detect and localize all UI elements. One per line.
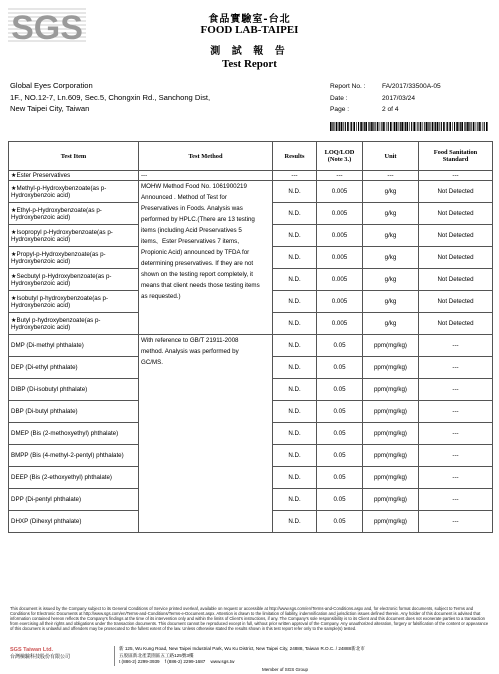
- barcode-bar: [373, 122, 374, 131]
- barcode-bar: [360, 122, 362, 131]
- standard-cell: ---: [419, 423, 493, 445]
- loq-cell: 0.005: [317, 225, 363, 247]
- loq-cell: 0.05: [317, 445, 363, 467]
- report-title-zh: 測 試 報 告: [210, 46, 289, 57]
- test-item-cell: ★Ethyl-p-Hydroxybenzoate(as p-Hydroxybenzoic acid): [9, 203, 139, 225]
- barcode-bar: [333, 122, 334, 131]
- client-name: Global Eyes Corporation: [10, 81, 93, 90]
- barcode-bar: [394, 122, 395, 131]
- report-no-value: FA/2017/33500A-05: [382, 83, 441, 90]
- unit-cell: g/kg: [363, 291, 419, 313]
- test-method-line: shown on the testing report completely, it: [141, 271, 254, 278]
- barcode-bar: [400, 122, 401, 131]
- barcode-bar: [380, 122, 381, 131]
- barcode-bar: [417, 122, 418, 131]
- test-method-line: as requested.): [141, 293, 181, 300]
- barcode-bar: [443, 122, 445, 131]
- page-label: Page :: [330, 106, 350, 114]
- company-name-en: SGS Taiwan Ltd.: [10, 647, 53, 653]
- footer-contact: [114, 646, 369, 666]
- result-cell: N.D.: [273, 357, 317, 379]
- result-cell: N.D.: [273, 181, 317, 203]
- barcode-bar: [429, 122, 430, 131]
- test-method-cell: [139, 335, 273, 533]
- test-item-cell: DMP (Di-methyl phthalate): [9, 335, 139, 357]
- barcode-bar: [401, 122, 403, 131]
- barcode-bar: [358, 122, 359, 131]
- barcode-bar: [375, 122, 376, 131]
- test-method-line: Announced . Method of Test for: [141, 194, 227, 201]
- result-cell: N.D.: [273, 203, 317, 225]
- test-item-cell: ★Secbutyl p-Hydroxybenzoate(as p-Hydroxybenzoic acid): [9, 269, 139, 291]
- barcode-bar: [411, 122, 412, 131]
- result-cell: N.D.: [273, 401, 317, 423]
- barcode-bar: [356, 122, 357, 131]
- barcode-bar: [341, 122, 343, 131]
- date-value: 2017/03/24: [382, 94, 416, 102]
- standard-cell: ---: [419, 171, 493, 181]
- unit-cell: ppm(mg/kg): [363, 511, 419, 533]
- footer-tel: t (886-2) 2299-3939: [119, 659, 160, 664]
- footer-address: 新 125, Wu Kung Road, New Taipei Industrial Park, Wu Ku District, New Taipei City, 24888, Taiwan R.O.C. / 24888新北市五股區新北產業園區五工路125號3樓: [119, 646, 365, 658]
- result-cell: N.D.: [273, 511, 317, 533]
- barcode-bar: [332, 122, 333, 131]
- barcode: [330, 118, 490, 127]
- barcode-bar: [476, 122, 477, 131]
- loq-cell: ---: [317, 171, 363, 181]
- standard-cell: Not Detected: [419, 291, 493, 313]
- unit-cell: g/kg: [363, 269, 419, 291]
- unit-cell: ppm(mg/kg): [363, 401, 419, 423]
- loq-cell: 0.05: [317, 423, 363, 445]
- test-method-line: Propionic Acid) announced by TFDA for: [141, 249, 250, 256]
- barcode-bar: [364, 122, 365, 131]
- unit-cell: ---: [363, 171, 419, 181]
- barcode-bar: [459, 122, 460, 131]
- result-cell: N.D.: [273, 225, 317, 247]
- loq-cell: 0.005: [317, 203, 363, 225]
- standard-cell: Not Detected: [419, 269, 493, 291]
- barcode-bar: [351, 122, 352, 131]
- barcode-bar: [353, 122, 355, 131]
- barcode-bar: [464, 122, 465, 131]
- unit-cell: g/kg: [363, 313, 419, 335]
- barcode-bar: [338, 122, 339, 131]
- test-method-line: performed by HPLC.(There are 13 testing: [141, 216, 255, 223]
- test-method-line: method. Analysis was performed by: [141, 348, 239, 355]
- barcode-bar: [434, 122, 435, 131]
- barcode-bar: [461, 122, 463, 131]
- barcode-bar: [449, 122, 451, 131]
- standard-cell: ---: [419, 489, 493, 511]
- test-item-cell: DEP (Di-ethyl phthalate): [9, 357, 139, 379]
- result-cell: N.D.: [273, 291, 317, 313]
- standard-cell: ---: [419, 467, 493, 489]
- standard-cell: Not Detected: [419, 313, 493, 335]
- loq-cell: 0.05: [317, 335, 363, 357]
- test-item-cell: BMPP (Bis (4-methyl-2-pentyl) phthalate): [9, 445, 139, 467]
- unit-cell: g/kg: [363, 203, 419, 225]
- test-item-cell: ★Isobutyl p-hydroxybenzoate(as p-Hydroxybenzoic acid): [9, 291, 139, 313]
- report-title-en: Test Report: [222, 58, 277, 70]
- test-item-cell: ★Methyl-p-Hydroxybenzoate(as p-Hydroxybenzoic acid): [9, 181, 139, 203]
- client-block: [10, 80, 210, 115]
- barcode-bar: [365, 122, 367, 131]
- barcode-bar: [439, 122, 440, 131]
- barcode-bar: [465, 122, 466, 131]
- barcode-bar: [405, 122, 406, 131]
- footer-web[interactable]: www.sgs.tw: [210, 659, 235, 664]
- loq-cell: 0.005: [317, 247, 363, 269]
- loq-cell: 0.05: [317, 401, 363, 423]
- unit-cell: g/kg: [363, 181, 419, 203]
- barcode-bar: [456, 122, 458, 131]
- test-item-cell: DBP (Di-butyl phthalate): [9, 401, 139, 423]
- test-item-cell: ★Ester Preservatives: [9, 171, 139, 181]
- standard-cell: ---: [419, 335, 493, 357]
- standard-cell: ---: [419, 511, 493, 533]
- date-label: Date :: [330, 94, 348, 102]
- barcode-bar: [452, 122, 453, 131]
- barcode-bar: [369, 122, 370, 131]
- header-test-item: Test Item: [9, 142, 139, 171]
- barcode-bar: [396, 122, 398, 131]
- header-food-sanitation-standard: Food Sanitation Standard: [419, 142, 493, 171]
- result-cell: N.D.: [273, 423, 317, 445]
- barcode-bar: [377, 122, 379, 131]
- barcode-bar: [486, 122, 488, 131]
- barcode-bar: [343, 122, 344, 131]
- loq-cell: 0.005: [317, 181, 363, 203]
- barcode-bar: [413, 122, 415, 131]
- barcode-bar: [339, 122, 340, 131]
- test-method-line: items、Ester Preservatives 7 items、: [141, 238, 244, 245]
- test-method-line: determining preservatives. If they are not: [141, 260, 254, 267]
- report-info: [330, 81, 441, 116]
- test-item-cell: DMEP (Bis (2-methoxyethyl) phthalate): [9, 423, 139, 445]
- test-method-cell: ---: [139, 171, 273, 181]
- loq-cell: 0.05: [317, 379, 363, 401]
- loq-cell: 0.05: [317, 467, 363, 489]
- barcode-bar: [407, 122, 409, 131]
- standard-cell: Not Detected: [419, 225, 493, 247]
- barcode-bar: [447, 122, 448, 131]
- header-test-method: Test Method: [139, 142, 273, 171]
- result-cell: N.D.: [273, 489, 317, 511]
- loq-cell: 0.05: [317, 511, 363, 533]
- loq-cell: 0.005: [317, 291, 363, 313]
- company-name-zh: 台灣檢驗科技股份有限公司: [10, 654, 71, 660]
- standard-cell: ---: [419, 401, 493, 423]
- unit-cell: ppm(mg/kg): [363, 445, 419, 467]
- barcode-bar: [347, 122, 349, 131]
- result-cell: N.D.: [273, 335, 317, 357]
- barcode-bar: [469, 122, 470, 131]
- barcode-bar: [363, 122, 364, 131]
- unit-cell: g/kg: [363, 247, 419, 269]
- report-no-label: Report No. :: [330, 83, 366, 90]
- barcode-bar: [460, 122, 461, 131]
- unit-cell: ppm(mg/kg): [363, 335, 419, 357]
- test-method-line: MOHW Method Food No. 1061900219: [141, 183, 247, 190]
- results-table: [8, 141, 493, 533]
- test-item-cell: ★Propyl-p-Hydroxybenzoate(as p-Hydroxybenzoic acid): [9, 247, 139, 269]
- logo-text: SGS: [11, 9, 83, 46]
- barcode-bar: [383, 122, 385, 131]
- result-cell: N.D.: [273, 269, 317, 291]
- test-method-line: GC/MS.: [141, 359, 164, 366]
- barcode-bar: [428, 122, 429, 131]
- barcode-bar: [426, 122, 428, 131]
- client-address-line1: 1F., NO.12-7, Ln.609, Sec.5, Chongxin Rd., Sanchong Dist,: [10, 92, 211, 102]
- barcode-bar: [345, 122, 346, 131]
- table-header-row: [9, 142, 493, 171]
- barcode-bar: [441, 122, 442, 131]
- test-item-cell: DEEP (Bis (2-ethoxyethyl) phthalate): [9, 467, 139, 489]
- standard-cell: ---: [419, 379, 493, 401]
- result-cell: N.D.: [273, 247, 317, 269]
- barcode-bar: [467, 122, 469, 131]
- result-cell: N.D.: [273, 313, 317, 335]
- barcode-bar: [388, 122, 389, 131]
- loq-cell: 0.05: [317, 357, 363, 379]
- unit-cell: g/kg: [363, 225, 419, 247]
- result-cell: N.D.: [273, 379, 317, 401]
- test-item-cell: DIBP (Di-isobutyl phthalate): [9, 379, 139, 401]
- barcode-bar: [371, 122, 373, 131]
- test-method-line: items (including Acid Preservatives 5: [141, 227, 242, 234]
- barcode-bar: [416, 122, 417, 131]
- barcode-bar: [330, 122, 332, 131]
- barcode-bar: [454, 122, 455, 131]
- footer-fax: f (886-2) 2299-1687: [164, 659, 206, 664]
- barcode-bar: [471, 122, 472, 131]
- test-item-cell: DPP (Di-pentyl phthalate): [9, 489, 139, 511]
- footer-company: [10, 647, 70, 660]
- table-row: [9, 181, 493, 203]
- loq-cell: 0.005: [317, 269, 363, 291]
- barcode-bar: [423, 122, 424, 131]
- result-cell: N.D.: [273, 467, 317, 489]
- barcode-bar: [424, 122, 425, 131]
- test-method-cell: [139, 181, 273, 335]
- unit-cell: ppm(mg/kg): [363, 423, 419, 445]
- test-method-line: means that client needs those testing items: [141, 282, 260, 289]
- standard-cell: ---: [419, 445, 493, 467]
- header-results: Results: [273, 142, 317, 171]
- loq-cell: 0.005: [317, 313, 363, 335]
- test-item-cell: DHXP (Dihexyl phthalate): [9, 511, 139, 533]
- result-cell: ---: [273, 171, 317, 181]
- test-method-line: Preservatives in Foods. Analysis was: [141, 205, 243, 212]
- barcode-bar: [479, 122, 481, 131]
- barcode-bar: [350, 122, 351, 131]
- barcode-bar: [437, 122, 439, 131]
- barcode-bar: [435, 122, 436, 131]
- header-loq-lod: LOQ/LOD (Note 3.): [317, 142, 363, 171]
- unit-cell: ppm(mg/kg): [363, 467, 419, 489]
- barcode-bar: [409, 122, 410, 131]
- barcode-bar: [398, 122, 399, 131]
- barcode-bar: [386, 122, 387, 131]
- standard-cell: Not Detected: [419, 181, 493, 203]
- table-row: [9, 335, 493, 357]
- loq-cell: 0.05: [317, 489, 363, 511]
- barcode-bar: [484, 122, 485, 131]
- barcode-bar: [477, 122, 478, 131]
- unit-cell: ppm(mg/kg): [363, 489, 419, 511]
- member-of-sgs-group: Member of SGS Group: [261, 667, 309, 672]
- test-method-line: With reference to GB/T 21911-2008: [141, 337, 239, 344]
- header-unit: Unit: [363, 142, 419, 171]
- lab-title-en: FOOD LAB-TAIPEI: [200, 24, 299, 36]
- test-item-cell: ★Isopropyl p-Hydroxybenzoate(as p-Hydroxybenzoic acid): [9, 225, 139, 247]
- barcode-bar: [420, 122, 422, 131]
- barcode-bar: [482, 122, 483, 131]
- result-cell: N.D.: [273, 445, 317, 467]
- standard-cell: Not Detected: [419, 247, 493, 269]
- table-row: [9, 171, 493, 181]
- barcode-bar: [336, 122, 338, 131]
- barcode-bar: [432, 122, 434, 131]
- page-value: 2 of 4: [382, 106, 399, 114]
- test-item-cell: ★Butyl p-hydroxybenzoate(as p-Hydroxybenzoic acid): [9, 313, 139, 335]
- client-address-line2: New Taipei City, Taiwan: [10, 104, 90, 114]
- barcode-bar: [446, 122, 447, 131]
- barcode-bar: [381, 122, 382, 131]
- standard-cell: Not Detected: [419, 203, 493, 225]
- barcode-bar: [393, 122, 394, 131]
- barcode-bar: [404, 122, 405, 131]
- barcode-bar: [390, 122, 392, 131]
- barcode-bar: [473, 122, 475, 131]
- lab-title-zh: 食品實驗室-台北: [208, 14, 291, 25]
- unit-cell: ppm(mg/kg): [363, 379, 419, 401]
- disclaimer-text: This document is issued by the Company subject to its General Conditions of Service printed overleaf, available on request or accessible at http://www.sgs.com/en/Terms-and-Conditions.aspx and, for electronic format documents, subject to Terms and Conditions for Electronic Documents at http://www.sgs.com/en/Terms-and-Conditions/Terms-e-Document.aspx. Attention is drawn to the limitation of liability, indemnification and jurisdiction issues defined therein. Any holder of this document is advised that information contained hereon reflects the Company's findings at the time of its intervention only and within the limits of Client's instructions, if any. The Company's sole responsibility is to its Client and this document does not exonerate parties to a transaction from exercising all their rights and obligations under the transaction documents. This document cannot be reproduced except in full, without prior written approval of the Company. Any unauthorized alteration, forgery or falsification of the content or appearance of this document is unlawful and offenders may be prosecuted to the fullest extent of the law. Unless otherwise stated the results shown in this test report refer only to the sample(s) tested.: [10, 606, 489, 631]
- standard-cell: ---: [419, 357, 493, 379]
- unit-cell: ppm(mg/kg): [363, 357, 419, 379]
- barcode-bar: [368, 122, 369, 131]
